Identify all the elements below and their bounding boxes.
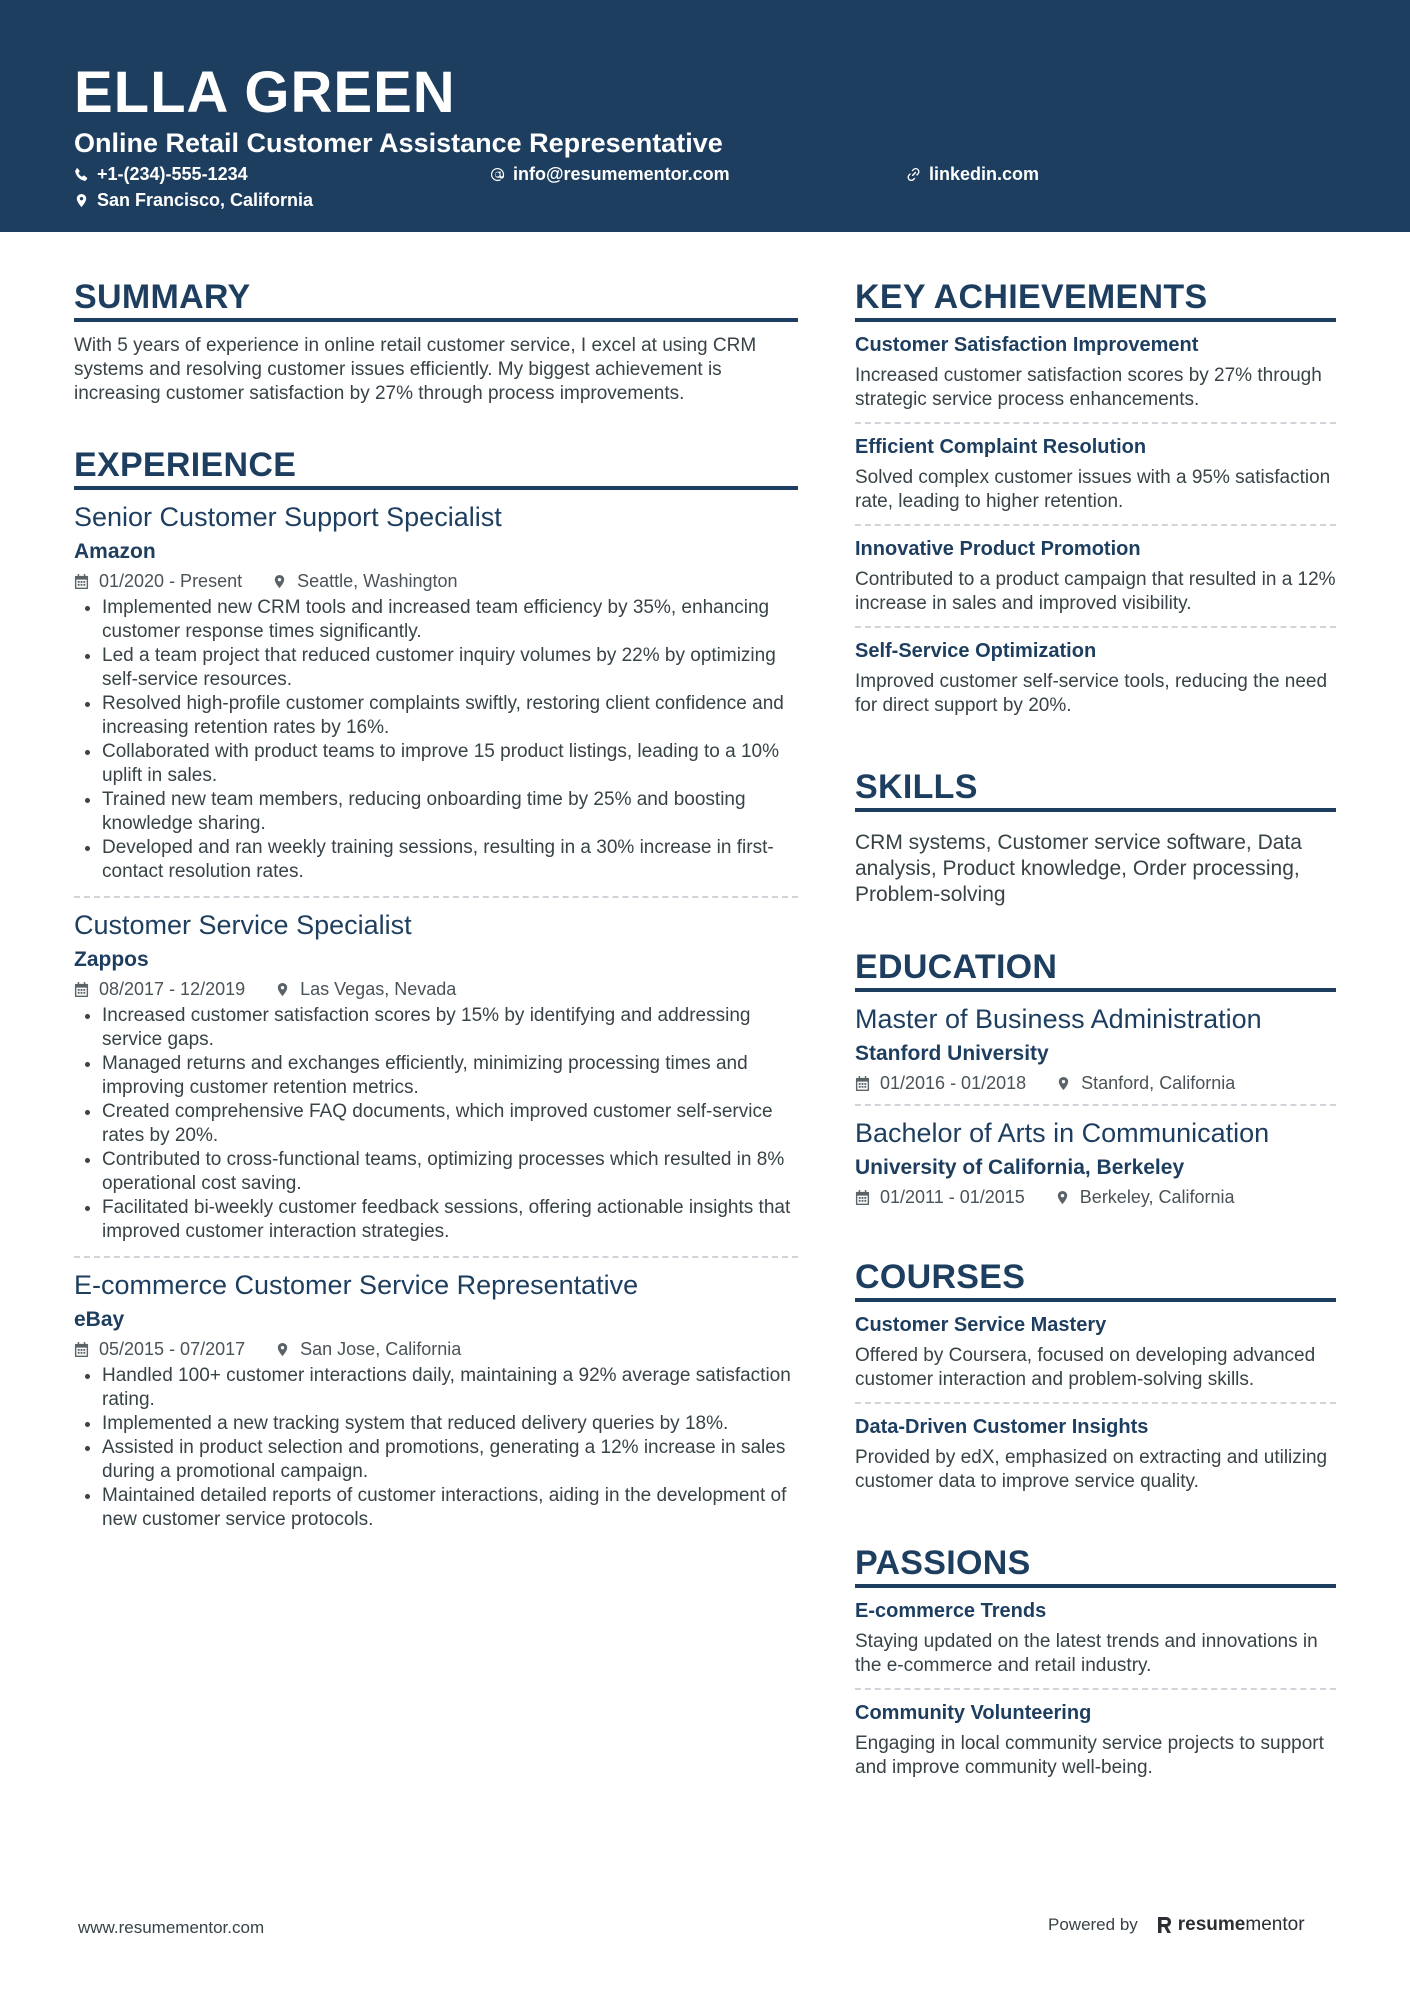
education-heading: EDUCATION <box>855 946 1336 992</box>
passion-title: Community Volunteering <box>855 1702 1092 1724</box>
education-section <box>855 946 1336 1218</box>
calendar-icon <box>74 574 89 589</box>
job-dates <box>74 976 245 1002</box>
link-icon <box>906 167 921 182</box>
location-pin-icon <box>74 193 89 208</box>
candidate-title: Online Retail Customer Assistance Representative <box>74 128 723 158</box>
email-text[interactable]: info@resumementor.com <box>513 164 730 184</box>
achievements-section <box>855 276 1336 728</box>
achievement-desc: Increased customer satisfaction scores by 27% through strategic service process enhancements. <box>855 365 1322 410</box>
achievement-desc: Improved customer self-service tools, reducing the need for direct support by 20%. <box>855 671 1328 716</box>
education-meta <box>855 1070 1336 1096</box>
job-bullet: • Resolved high-profile customer complaints swiftly, restoring client confidence and increasing retention rates by 16%. <box>102 692 798 740</box>
achievement-desc: Contributed to a product campaign that resulted in a 12% increase in sales and improved visibility. <box>855 569 1336 614</box>
job-bullets <box>74 1004 798 1244</box>
passions-section <box>855 1542 1336 1790</box>
candidate-name: ELLA GREEN <box>74 60 456 125</box>
location-text: San Francisco, California <box>97 190 314 210</box>
contact-email[interactable] <box>490 162 730 186</box>
education-degree: Master of Business Administration <box>855 1004 1262 1034</box>
job-bullet: • Trained new team members, reducing onboarding time by 25% and boosting knowledge sharing. <box>102 788 798 836</box>
skills-section <box>855 766 1336 908</box>
job-meta <box>74 568 798 594</box>
course-title: Data-Driven Customer Insights <box>855 1416 1149 1438</box>
footer-website[interactable]: www.resumementor.com <box>78 1918 265 1937</box>
achievement-title: Innovative Product Promotion <box>855 538 1141 560</box>
right-column <box>855 276 1336 1828</box>
achievements-heading: KEY ACHIEVEMENTS <box>855 276 1336 322</box>
job-dates-text: 08/2017 - 12/2019 <box>99 979 246 999</box>
linkedin-text[interactable]: linkedin.com <box>929 164 1040 184</box>
courses-section <box>855 1256 1336 1504</box>
achievement-item <box>855 626 1336 728</box>
job-dates <box>74 1336 245 1362</box>
resumementor-logo-icon <box>1156 1915 1174 1935</box>
achievement-item <box>855 524 1336 626</box>
job-meta <box>74 976 798 1002</box>
job-company: Zappos <box>74 948 149 971</box>
job-bullet: • Facilitated bi-weekly customer feedback sessions, offering actionable insights that improved customer interaction strategies. <box>102 1196 798 1244</box>
education-dates-text: 01/2011 - 01/2015 <box>880 1187 1025 1207</box>
education-dates <box>855 1184 1025 1210</box>
education-degree: Bachelor of Arts in Communication <box>855 1118 1270 1148</box>
passion-desc: Engaging in local community service projects to support and improve community well-being. <box>855 1733 1324 1778</box>
education-dates-text: 01/2016 - 01/2018 <box>880 1073 1027 1093</box>
phone-icon <box>74 167 89 182</box>
job-meta <box>74 1336 798 1362</box>
job-location-text: Las Vegas, Nevada <box>300 979 457 999</box>
job-title: Customer Service Specialist <box>74 910 412 940</box>
job-bullet: • Led a team project that reduced customer inquiry volumes by 22% by optimizing self-service resources. <box>102 644 798 692</box>
passion-item <box>855 1688 1336 1790</box>
job-title: Senior Customer Support Specialist <box>74 502 502 532</box>
job-bullets <box>74 1364 798 1532</box>
course-title: Customer Service Mastery <box>855 1314 1107 1336</box>
job-dates-text: 01/2020 - Present <box>99 571 243 591</box>
achievement-title: Efficient Complaint Resolution <box>855 436 1147 458</box>
contact-phone <box>74 162 248 186</box>
powered-by-label: Powered by <box>1048 1915 1138 1934</box>
passion-title: E-commerce Trends <box>855 1600 1047 1622</box>
job-bullet: • Managed returns and exchanges efficiently, minimizing processing times and improving customer retention metrics. <box>102 1052 798 1100</box>
course-desc: Offered by Coursera, focused on developing advanced customer interaction and problem-solving skills. <box>855 1345 1316 1390</box>
education-school: Stanford University <box>855 1042 1049 1065</box>
resume-header <box>0 0 1410 232</box>
brand-logo[interactable] <box>1156 1914 1305 1936</box>
calendar-icon <box>74 1342 89 1357</box>
course-item <box>855 1302 1336 1402</box>
passion-desc: Staying updated on the latest trends and innovations in the e-commerce and retail industry. <box>855 1631 1318 1676</box>
achievement-item <box>855 322 1336 422</box>
job-dates-text: 05/2015 - 07/2017 <box>99 1339 246 1359</box>
job-dates <box>74 568 242 594</box>
brand-name-light: mentor <box>1245 1914 1305 1935</box>
job-bullet: • Implemented new CRM tools and increased team efficiency by 35%, enhancing customer response times significantly. <box>102 596 798 644</box>
contact-linkedin[interactable] <box>906 162 1039 186</box>
summary-text: With 5 years of experience in online retail customer service, I excel at using CRM systems and resolving customer issues efficiently. My biggest achievement is increasing customer satisfaction by 27% through process improvements. <box>74 335 757 404</box>
job-bullet: • Assisted in product selection and promotions, generating a 12% increase in sales during a promotional campaign. <box>102 1436 798 1484</box>
education-location-text: Berkeley, California <box>1079 1187 1235 1207</box>
passions-heading: PASSIONS <box>855 1542 1336 1588</box>
job-bullet: • Contributed to cross-functional teams, optimizing processes which resulted in 8% operational cost saving. <box>102 1148 798 1196</box>
job-bullet: • Handled 100+ customer interactions daily, maintaining a 92% average satisfaction rating. <box>102 1364 798 1412</box>
contact-location <box>74 188 313 212</box>
job-location <box>272 568 457 594</box>
job-bullet: • Maintained detailed reports of customer interactions, aiding in the development of new customer service protocols. <box>102 1484 798 1532</box>
education-dates <box>855 1070 1026 1096</box>
skills-text: CRM systems, Customer service software, Data analysis, Product knowledge, Order processing, Problem-solving <box>855 831 1302 906</box>
experience-section <box>74 444 798 1544</box>
location-pin-icon <box>272 574 287 589</box>
at-icon <box>490 167 505 182</box>
calendar-icon <box>855 1076 870 1091</box>
job-bullet: • Increased customer satisfaction scores by 15% by identifying and addressing service gaps. <box>102 1004 798 1052</box>
job-entry <box>74 490 798 896</box>
courses-heading: COURSES <box>855 1256 1336 1302</box>
education-location <box>1056 1070 1235 1096</box>
summary-section <box>74 276 798 406</box>
achievement-title: Self-Service Optimization <box>855 640 1097 662</box>
education-location-text: Stanford, California <box>1081 1073 1236 1093</box>
job-location <box>275 1336 461 1362</box>
job-bullets <box>74 596 798 884</box>
job-company: Amazon <box>74 540 156 563</box>
job-company: eBay <box>74 1308 125 1331</box>
course-item <box>855 1402 1336 1504</box>
calendar-icon <box>74 982 89 997</box>
job-title: E-commerce Customer Service Representative <box>74 1270 639 1300</box>
job-bullet: • Created comprehensive FAQ documents, which improved customer self-service rates by 20%. <box>102 1100 798 1148</box>
location-pin-icon <box>1056 1076 1071 1091</box>
achievement-desc: Solved complex customer issues with a 95% satisfaction rate, leading to higher retention. <box>855 467 1331 512</box>
job-location-text: San Jose, California <box>300 1339 462 1359</box>
passion-item <box>855 1588 1336 1688</box>
education-item <box>855 992 1336 1104</box>
location-pin-icon <box>275 982 290 997</box>
experience-heading: EXPERIENCE <box>74 444 798 490</box>
skills-heading: SKILLS <box>855 766 1336 812</box>
location-pin-icon <box>275 1342 290 1357</box>
phone-text: +1-(234)-555-1234 <box>97 164 248 184</box>
brand-name-bold: resume <box>1177 1914 1246 1935</box>
footer-branding <box>1048 1914 1305 1936</box>
location-pin-icon <box>1055 1190 1070 1205</box>
job-entry <box>74 1256 798 1544</box>
job-entry <box>74 896 798 1256</box>
job-location-text: Seattle, Washington <box>297 571 458 591</box>
job-location <box>275 976 456 1002</box>
left-column <box>74 276 798 1582</box>
education-location <box>1055 1184 1235 1210</box>
job-bullet: • Implemented a new tracking system that reduced delivery queries by 18%. <box>102 1412 798 1436</box>
calendar-icon <box>855 1190 870 1205</box>
job-bullet: • Collaborated with product teams to improve 15 product listings, leading to a 10% uplift in sales. <box>102 740 798 788</box>
education-school: University of California, Berkeley <box>855 1156 1185 1179</box>
education-meta <box>855 1184 1336 1210</box>
achievement-item <box>855 422 1336 524</box>
course-desc: Provided by edX, emphasized on extracting and utilizing customer data to improve service quality. <box>855 1447 1328 1492</box>
summary-heading: SUMMARY <box>74 276 798 322</box>
achievement-title: Customer Satisfaction Improvement <box>855 334 1199 356</box>
job-bullet: • Developed and ran weekly training sessions, resulting in a 30% increase in first-contact resolution rates. <box>102 836 798 884</box>
education-item <box>855 1104 1336 1218</box>
